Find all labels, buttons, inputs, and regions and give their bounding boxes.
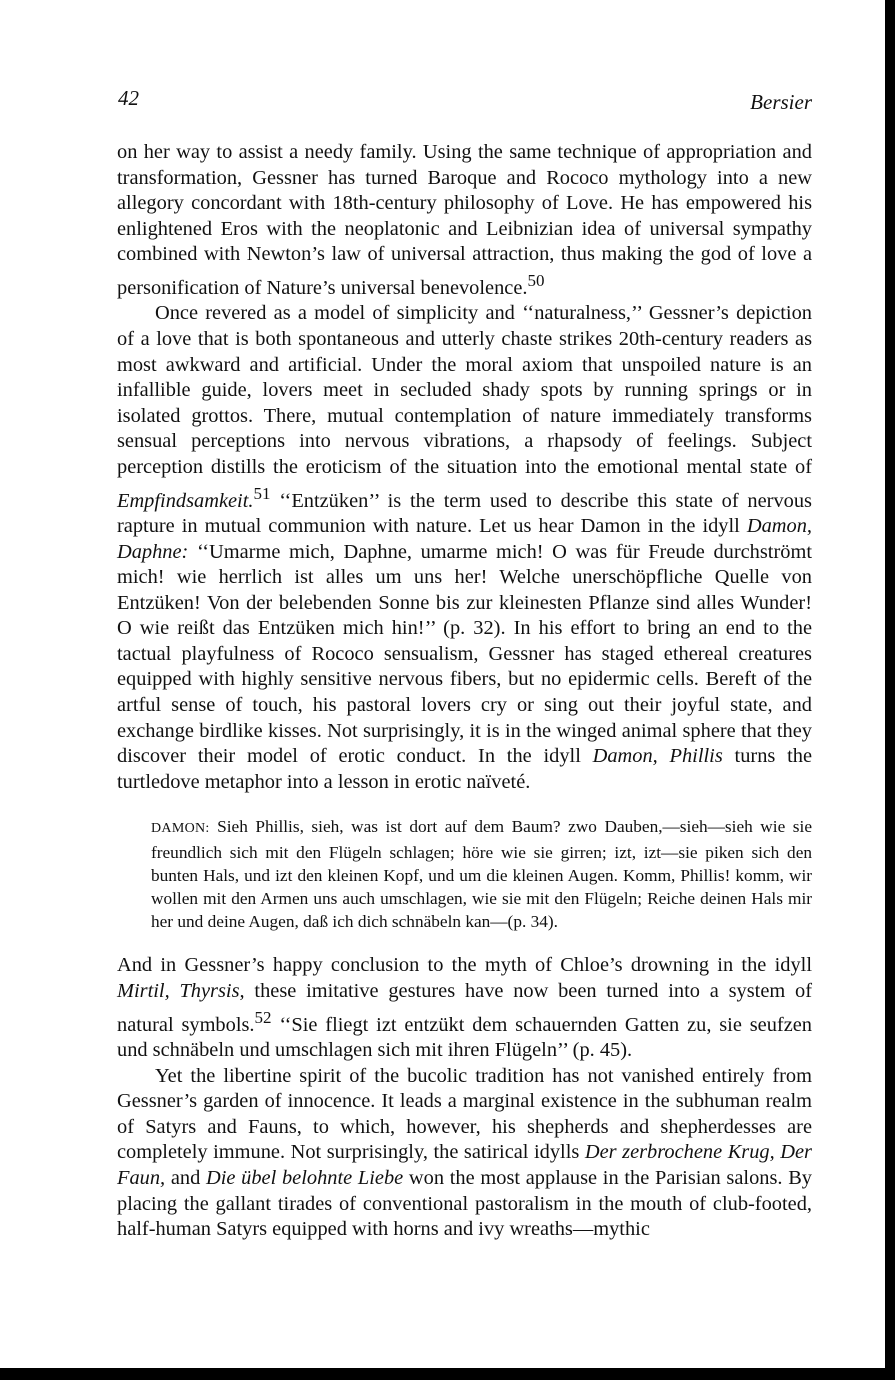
paragraph-3: And in Gessner’s happy conclusion to the myth of Chloe’s drowning in the idyll Mirtil, Thyrsis, these imitative gestures have now been turned into a system of natural symbols.$^{52}$ ‘‘Sie fliegt izt entzükt dem schauernden Gatten zu, sie seufzen und schnäbeln und umschlagen sich mit ihren Flügeln’’ (p. 45). <box>117 954 813 1062</box>
speaker-label: DAMON: <box>151 821 210 837</box>
body-text <box>117 140 812 1243</box>
scan-right-border <box>885 0 895 1380</box>
page-number: 42 <box>118 86 139 110</box>
block-quote: DAMON: Sieh Phillis, sieh, was ist dort auf dem Baum? zwo Dauben,—sieh—sieh wie sie freundlich sich mit den Flügeln schlagen; höre wie sie girren; izt, izt—sie piken sich den bunten Hals, und izt den kleinen Kopf, und um die kleinen Augen. Komm, Phillis! komm, wir wollen mit den Armen uns auch umschlagen, wie sie mit den Flügeln; Reiche deinen Hals mir her und deine Augen, daß ich dich schnäbeln kan—(p. 34). <box>151 817 812 932</box>
running-head: Bersier <box>750 90 812 114</box>
footnote-ref-50: 50 <box>527 270 545 290</box>
paragraph-4: Yet the libertine spirit of the bucolic tradition has not vanished entirely from Gessner’s garden of innocence. It leads a marginal existence in the subhuman realm of Satyrs and Fauns, to which, however, his shepherds and shepherdesses are completely immune. Not surprisingly, the satirical idylls Der zerbrochene Krug, Der Faun, and Die übel belohnte Liebe won the most applause in the Parisian salons. By placing the gallant tirades of conventional pastoralism in the mouth of club-footed, half-human Satyrs equipped with horns and ivy wreaths—mythic <box>117 1064 812 1241</box>
page-header <box>118 86 812 120</box>
paragraph-1: on her way to assist a needy family. Using the same technique of appropriation and transformation, Gessner has turned Baroque and Rococo mythology into a new allegory concordant with 18th-century philosophy of Love. He has empowered his enlightened Eros with the neoplatonic and Leibnizian idea of universal sympathy combined with Newton’s law of universal attraction, thus making the god of love a personification of Nature’s universal benevolence.$^{50}$ <box>117 141 812 299</box>
scan-bottom-border <box>0 1368 895 1380</box>
paragraph-2: Once revered as a model of simplicity and ‘‘naturalness,’’ Gessner’s depiction of a love that is both spontaneous and utterly chaste strikes 20th-century readers as most awkward and artificial. Under the moral axiom that unspoiled nature is an infallible guide, lovers meet in secluded shady spots by running springs or in isolated grottos. There, mutual contemplation of nature immediately transforms sensual perceptions into nervous vibrations, a rhapsody of feelings. Subject perception distills the eroticism of the situation into the emotional mental state of Empfindsamkeit.$^{51}$ ‘‘Entzüken’’ is the term used to describe this state of nervous rapture in mutual communion with nature. Let us hear Damon in the idyll Damon, Daphne: ‘‘Umarme mich, Daphne, umarme mich! O was für Freude durchströmt mich! wie herrlich ist alles um uns her! Welche unerschöpfliche Quelle von Entzüken! Von der belebenden Sonne bis zur kleinesten Pflanze sind alles Wunder! O wie reißt das Entzüken mich hin!’’ (p. 32). In his effort to bring an end to the tactual playfulness of Rococo sensualism, Gessner has staged ethereal creatures equipped with highly sensitive nervous fibers, but no epidermic cells. Bereft of the artful sense of touch, his pastoral lovers cry or sing out their joyful state, and exchange birdlike kisses. Not surprisingly, it is in the winged animal sphere that they discover their model of erotic conduct. In the idyll Damon, Phillis turns the turtledove metaphor into a lesson in erotic naïveté. <box>117 302 813 793</box>
footnote-ref-52: 52 <box>254 1007 272 1027</box>
footnote-ref-51: 51 <box>253 483 271 503</box>
